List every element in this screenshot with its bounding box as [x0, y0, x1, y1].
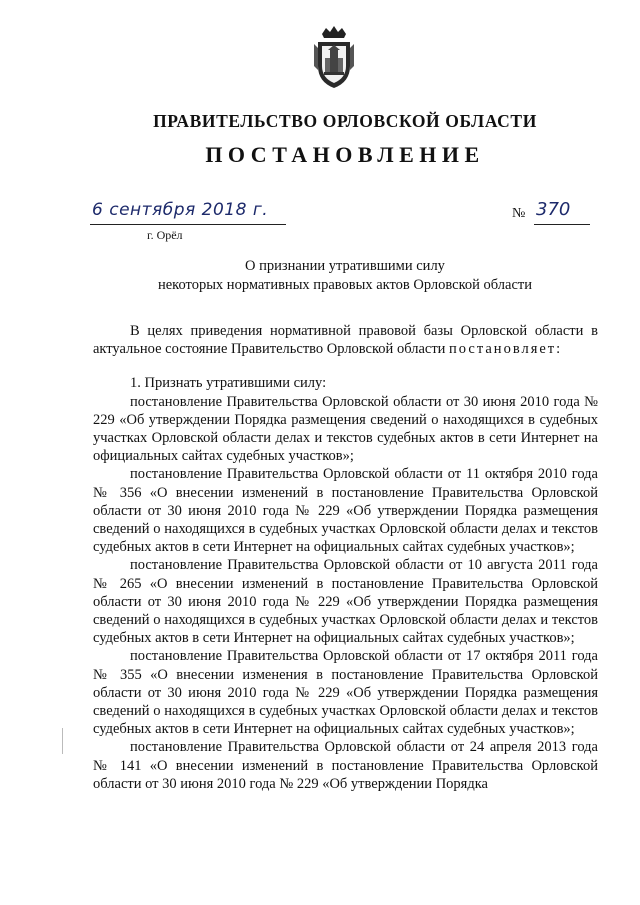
repealed-act: постановление Правительства Орловской области от 30 июня 2010 года № 229 «Об утверждении Порядка размещения сведений о находящихся в судебных участках Орловской области делах и текстов судебных актов в сети Интернет на официальных сайтах судебных участков»;: [93, 393, 598, 465]
organization-name: ПРАВИТЕЛЬСТВО ОРЛОВСКОЙ ОБЛАСТИ: [153, 111, 537, 131]
document-subject: [90, 257, 600, 295]
document-type: ПОСТАНОВЛЕНИЕ: [205, 142, 485, 167]
preamble-text: В целях приведения нормативной правовой базы Орловской области в актуальное состояние Правительство Орловской области: [93, 323, 598, 358]
repealed-act: постановление Правительства Орловской области от 17 октября 2011 года № 355 «О внесении изменения в постановление Правительства Орловской области от 30 июня 2010 года № 229 «Об утверждении Порядка размещения сведений о находящихся в судебных участках Орловской области делах и текстов судебных актов в сети Интернет на официальных сайтах судебных участков»;: [93, 648, 598, 738]
orel-oblast-coat-of-arms-icon: [312, 26, 356, 90]
preamble-paragraph: [93, 322, 598, 358]
city-label: г. Орёл: [147, 228, 183, 242]
repealed-act: постановление Правительства Орловской области от 24 апреля 2013 года № 141 «О внесении изменений в постановление Правительства Орловской области от 30 июня 2010 года № 229 «Об утверждении Порядка: [93, 739, 598, 792]
handwritten-date: 6 сентября 2018 г.: [92, 200, 269, 220]
subject-line-2: некоторых нормативных правовых актов Орловской области: [157, 277, 532, 293]
number-underline: [534, 224, 590, 225]
date-underline: [90, 224, 286, 225]
handwritten-number: 370: [536, 199, 571, 220]
margin-mark: [62, 728, 63, 754]
preamble-resolves: постановляет: [449, 341, 557, 358]
subject-line-1: О признании утратившими силу: [245, 258, 445, 274]
repealed-act: постановление Правительства Орловской области от 10 августа 2011 года № 265 «О внесении изменений в постановление Правительства Орловской области от 30 июня 2010 года № 229 «Об утверждении Порядка размещения сведений о находящихся в судебных участках Орловской области делах и текстов судебных актов в сети Интернет на официальных сайтах судебных участков»;: [93, 557, 598, 647]
document-body: [93, 322, 598, 793]
preamble-colon: :: [556, 341, 561, 358]
number-prefix: №: [512, 206, 526, 221]
item-1-heading: 1. Признать утратившими силу:: [130, 375, 327, 392]
repealed-act: постановление Правительства Орловской области от 11 октября 2010 года № 356 «О внесении изменений в постановление Правительства Орловской области от 30 июня 2010 года № 229 «Об утверждении Порядка размещения сведений о находящихся в судебных участках Орловской области делах и текстов судебных актов в сети Интернет на официальных сайтах судебных участков»;: [93, 466, 598, 556]
